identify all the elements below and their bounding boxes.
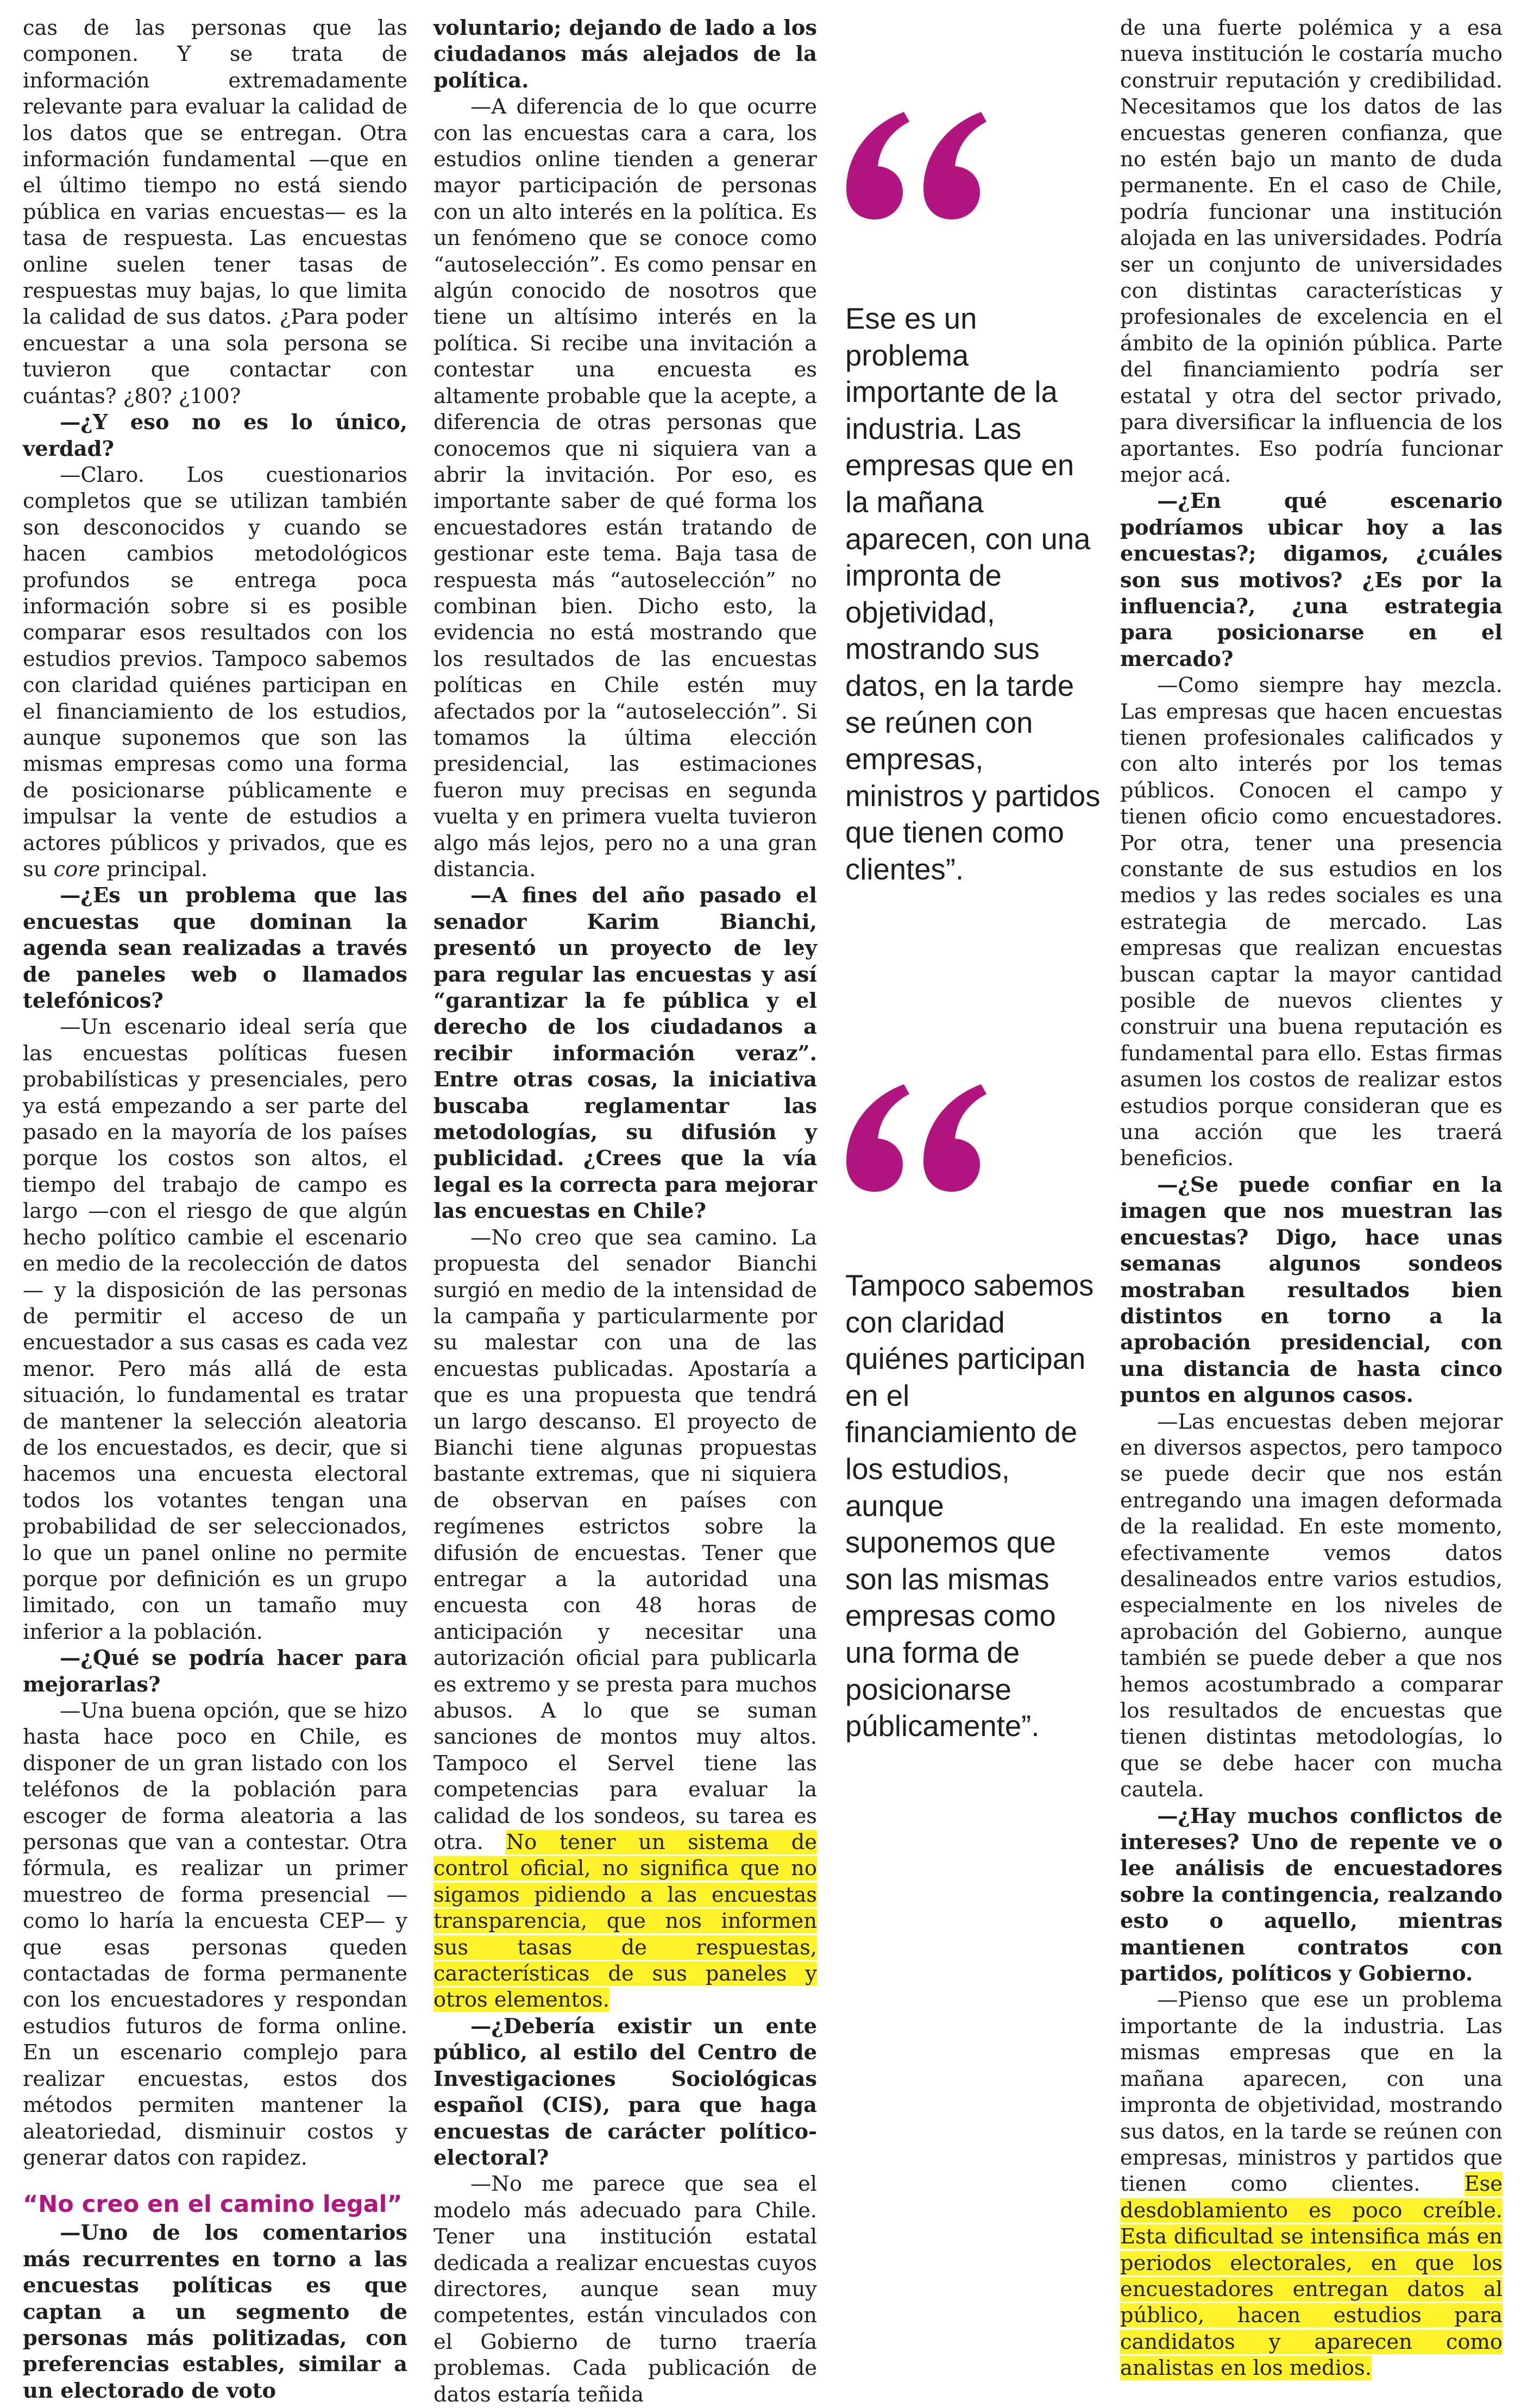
article-column-4 xyxy=(1120,15,1503,2382)
question-paragraph: —¿Qué se podría hacer para mejorarlas? xyxy=(23,1646,407,1697)
pull-quote: Tampoco sabemos con claridad quiénes participan en el financiamiento de los estudios, aunque suponemos que son las mismas empresas como una forma de posicionarse públicamente”. xyxy=(845,1269,1094,1743)
answer-paragraph xyxy=(23,462,407,883)
section-subheading: “No creo en el camino legal” xyxy=(23,2191,403,2218)
question-paragraph: voluntario; dejando de lado a los ciudadanos más alejados de la política. xyxy=(433,16,817,93)
answer-paragraph xyxy=(1120,1987,1503,2381)
question-paragraph: —¿Debería existir un ente público, al estilo del Centro de Investigaciones Sociológicas español (CIS), para que haga encuestas de carácter político-electoral? xyxy=(433,2014,817,2170)
answer-text: principal. xyxy=(100,857,208,882)
question-paragraph: —¿Hay muchos conflictos de intereses? Uno de repente ve o lee análisis de encuestadores sobre la contingencia, realzando esto o aquello, mientras mantienen contratos con partidos, políticos y Gobierno. xyxy=(1120,1803,1503,1986)
answer-paragraph: —Las encuestas deben mejorar en diversos aspectos, pero tampoco se puede decir que nos están entregando una imagen deformada de la realidad. En este momento, efectivamente vemos datos desalineados entre varios estudios, especialmente en los niveles de aprobación del Gobierno, aunque también se puede deber a que nos hemos acostumbrado a comparar los resultados de encuestas que tienen distintas metodologías, lo que se debe hacer con mucha cautela. xyxy=(1120,1409,1503,1802)
question-paragraph: —¿Es un problema que las encuestas que dominan la agenda sean realizadas a través de paneles web o llamados telefónicos? xyxy=(23,883,407,1014)
article-column-1 xyxy=(23,15,407,2404)
highlighted-text: No tener un sistema de control oficial, no significa que no sigamos pidiendo a las encuestas transparencia, que nos informen sus tasas de respuestas, características de sus paneles y otros elementos. xyxy=(433,1830,817,2013)
question-paragraph: —¿En qué escenario podríamos ubicar hoy a las encuestas?; digamos, ¿cuáles son sus motivos? ¿Es por la influencia?, ¿una estrategia para posicionarse en el mercado? xyxy=(1120,489,1503,671)
highlighted-text: Ese desdoblamiento es poco creíble. Esta dificultad se intensifica más en periodos electorales, en que los encuestadores entregan datos al público, hacen estudios para candidatos y aparecen como analistas en los medios. xyxy=(1120,2172,1503,2381)
answer-paragraph: —A diferencia de lo que ocurre con las encuestas cara a cara, los estudios online tienden a generar mayor participación de personas con un alto interés en la política. Es un fenómeno que se conoce como “autoselección”. Es como pensar en algún conocido de nosotros que tiene un altísimo interés en la política. Si recibe una invitación a contestar una encuesta es altamente probable que la acepte, a diferencia de otras personas que conocemos que ni siquiera van a abrir la invitación. Por eso, es importante saber de qué forma los encuestadores están tratando de gestionar este tema. Baja tasa de respuesta más “autoselección” no combinan bien. Dicho esto, la evidencia no está mostrando que los resultados de las encuestas políticas en Chile estén muy afectados por la “autoselección”. Si tomamos la última elección presidencial, las estimaciones fueron muy precisas en segunda vuelta y en primera vuelta tuvieron algo más lejos, pero no a una gran distancia. xyxy=(433,95,817,882)
answer-paragraph: —Como siempre hay mezcla. Las empresas que hacen encuestas tienen profesionales calificados y con alto interés por los temas públicos. Conocen el campo y tienen oficio como encuestadores. Por otra, tener una presencia constante de sus estudios en los medios y las redes sociales es una estrategia de mercado. Las empresas que realizan encuestas buscan captar la mayor cantidad posible de nuevos clientes y construir una buena reputación es fundamental para ello. Estas firmas asumen los costos de realizar estos estudios porque consideran que es una acción que les traerá beneficios. xyxy=(1120,673,1503,1171)
answer-paragraph: cas de las personas que las componen. Y se trata de información extremadamente relevante para evaluar la calidad de los datos que se entregan. Otra información fundamental —que en el último tiempo no está siendo pública en varias encuestas— es la tasa de respuesta. Las encuestas online suelen tener tasas de respuestas muy bajas, lo que limita la calidad de sus datos. ¿Para poder encuestar a una sola persona se tuvieron que contactar con cuántas? ¿80? ¿100? xyxy=(23,16,407,408)
question-paragraph: —Uno de los comentarios más recurrentes en torno a las encuestas políticas es que captan a un segmento de personas más politizadas, con preferencias estables, similar a un electorado de voto xyxy=(23,2221,407,2403)
pull-quote: Ese es un problema importante de la industria. Las empresas que en la mañana aparecen, con una impronta de objetividad, mostrando sus datos, en la tarde se reúnen con empresas, ministros y partidos que tienen como clientes”. xyxy=(845,302,1101,886)
answer-paragraph: —Una buena opción, que se hizo hasta hace poco en Chile, es disponer de un gran listado con los teléfonos de la población para escoger de forma aleatoria a las personas que van a contestar. Otra fórmula, es realizar un primer muestreo de forma presencial —como lo haría la encuesta CEP— y que esas personas queden contactadas de forma permanente con los encuestadores y respondan estudios futuros de forma online. En un escenario complejo para realizar encuestas, estos dos métodos permiten mantener la aleatoriedad, disminuir costos y generar datos con rapidez. xyxy=(23,1699,407,2170)
answer-paragraph: —No me parece que sea el modelo más adecuado para Chile. Tener una institución estatal dedicada a realizar encuestas cuyos directores, aunque sean muy competentes, están vinculados con el Gobierno de turno traería problemas. Cada publicación de datos estaría teñida xyxy=(433,2172,817,2407)
answer-text: —Claro. Los cuestionarios completos que se utilizan también son desconocidos y cuando se hacen cambios metodológicos profundos se entrega poca información sobre si es posible comparar esos resultados con los estudios previos. Tampoco sabemos con claridad quiénes participan en el financiamiento de los estudios, aunque suponemos que son las mismas empresas como una forma de posicionarse públicamente e impulsar la vente de estudios a actores públicos y privados, que es su xyxy=(23,462,407,882)
article-column-2 xyxy=(433,15,817,2408)
answer-paragraph: de una fuerte polémica y a esa nueva institución le costaría mucho construir reputación y credibilidad. Necesitamos que los datos de las encuestas generen confianza, que no estén bajo un manto de duda permanente. En el caso de Chile, podría funcionar una institución alojada en las universidades. Podría ser un conjunto de universidades con distintas características y profesionales de excelencia en el ámbito de la opinión pública. Parte del financiamiento podría ser estatal y otra del sector privado, para diversificar la influencia de los aportantes. Eso podría funcionar mejor acá. xyxy=(1120,16,1503,487)
question-paragraph: —A fines del año pasado el senador Karim Bianchi, presentó un proyecto de ley para regular las encuestas y así “garantizar la fe pública y el derecho de los ciudadanos a recibir información veraz”. Entre otras cosas, la iniciativa buscaba reglamentar las metodologías, su difusión y publicidad. ¿Crees que la vía legal es la correcta para mejorar las encuestas en Chile? xyxy=(433,883,817,1224)
answer-paragraph xyxy=(433,1225,817,2014)
answer-text: —No creo que sea camino. La propuesta del senador Bianchi surgió en medio de la intensidad de la campaña y particularmente por su malestar con una de las encuestas publicadas. Apostaría a que es una propuesta que tendrá un largo descanso. El proyecto de Bianchi tiene algunas propuestas bastante extremas, que ni siquiera de observan en países con regímenes estrictos sobre la difusión de encuestas. Tener que entregar a la autoridad una encuesta con 48 horas de anticipación y necesitar una autorización oficial para publicarla es extremo y se presta para muchos abusos. A lo que se suman sanciones de montos muy altos. Tampoco el Servel tiene las competencias para evaluar la calidad de los sondeos, su tarea es otra. xyxy=(433,1225,817,1855)
question-paragraph: —¿Y eso no es lo único, verdad? xyxy=(23,410,407,461)
italic-term: core xyxy=(53,857,100,882)
quotation-mark-icon xyxy=(845,104,989,224)
question-paragraph: —¿Se puede confiar en la imagen que nos muestran las encuestas? Digo, hace unas semanas algunos sondeos mostraban resultados bien distintos en torno a la aprobación presidencial, con una distancia de hasta cinco puntos en algunos casos. xyxy=(1120,1172,1503,1408)
answer-text: —Pienso que ese un problema importante de la industria. Las mismas empresas que en la mañana aparecen, con una impronta de objetividad, mostrando sus datos, en la tarde se reúnen con empresas, ministros y partidos que tienen como clientes. xyxy=(1120,1988,1503,2197)
answer-paragraph: —Un escenario ideal sería que las encuestas políticas fuesen probabilísticas y presenciales, pero ya está empezando a ser parte del pasado en la mayoría de los países porque los costos son altos, el tiempo del trabajo de campo es largo —con el riesgo de que algún hecho político cambie el escenario en medio de la recolección de datos— y la disposición de las personas de permitir el acceso de un encuestador a sus casas es cada vez menor. Pero más allá de esta situación, lo fundamental es tratar de mantener la selección aleatoria de los encuestados, es decir, que si hacemos una encuesta electoral todos los votantes tengan una probabilidad de ser seleccionados, lo que un panel online no permite porque por definición es un grupo limitado, con un tamaño muy inferior a la población. xyxy=(23,1015,407,1644)
quotation-mark-icon xyxy=(845,1077,989,1196)
